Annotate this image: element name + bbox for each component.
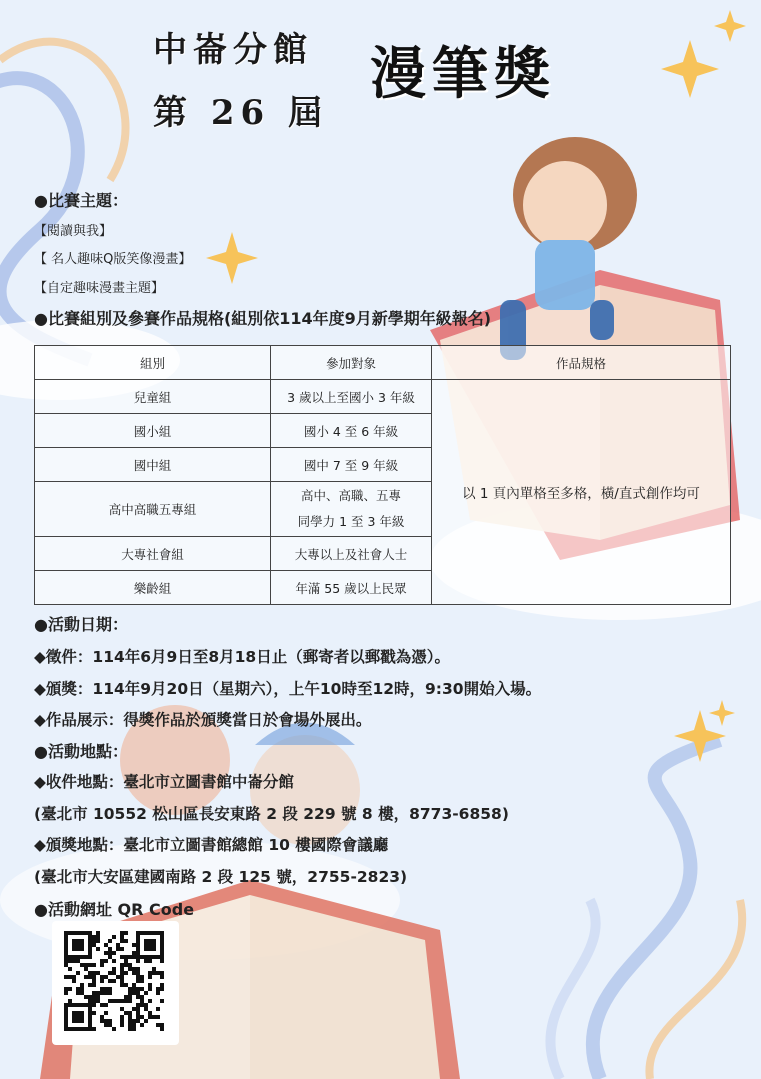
table-header-row	[35, 346, 731, 380]
qr-module	[148, 1011, 152, 1015]
header-target: 參加對象	[271, 346, 432, 380]
qr-module	[128, 1015, 132, 1019]
qr-module	[140, 987, 144, 991]
qr-module	[76, 991, 80, 995]
qr-module	[92, 1027, 96, 1031]
qr-module	[100, 963, 104, 967]
qr-module	[64, 975, 68, 979]
target-line-1: 高中、高職、五專	[300, 488, 401, 503]
venue-collect-address: (臺北市 10552 松山區長安東路 2 段 229 號 8 樓，8773-6858)	[34, 805, 509, 823]
qr-module	[76, 959, 80, 963]
qr-module	[108, 979, 112, 983]
qr-module	[112, 999, 116, 1003]
venue-award-place: ◆頒獎地點：臺北市立圖書館總館 10 樓國際會議廳	[34, 836, 389, 854]
qr-module	[100, 975, 104, 979]
header-group: 組別	[35, 346, 271, 380]
target-cell	[271, 482, 432, 537]
qr-module	[160, 983, 164, 987]
qr-module	[104, 991, 108, 995]
qr-module	[144, 1007, 148, 1011]
qr-module	[108, 1023, 112, 1027]
qr-module	[120, 971, 124, 975]
qr-module	[108, 987, 112, 991]
qr-module	[84, 963, 88, 967]
spec-cell: 以 1 頁內單格至多格，橫/直式創作均可	[432, 380, 731, 605]
qr-module	[80, 991, 84, 995]
qr-module	[120, 979, 124, 983]
qr-module	[104, 1019, 108, 1023]
qr-module	[116, 947, 120, 951]
dates-heading: ●活動日期：	[34, 615, 128, 634]
qr-module	[84, 975, 88, 979]
qr-module	[148, 987, 152, 991]
qr-module	[140, 995, 144, 999]
qr-module	[128, 967, 132, 971]
qr-module	[92, 1011, 96, 1015]
qr-module	[64, 963, 68, 967]
venue-heading: ●活動地點：	[34, 742, 128, 761]
group-cell: 大專社會組	[35, 537, 271, 571]
qr-module	[92, 995, 96, 999]
qr-module	[88, 983, 92, 987]
qr-module	[76, 987, 80, 991]
dates-collect: ◆徵件：114年6月9日至8月18日止（郵寄者以郵戳為憑）。	[34, 648, 450, 666]
qr-module	[136, 959, 140, 963]
qr-module	[120, 939, 124, 943]
qr-module	[112, 971, 116, 975]
target-cell: 3 歲以上至國小 3 年級	[271, 380, 432, 414]
qr-module	[120, 967, 124, 971]
qr-module	[120, 999, 124, 1003]
qr-module	[124, 983, 128, 987]
title-branch: 中崙分館	[153, 30, 313, 70]
qr-module	[156, 991, 160, 995]
qr-module	[112, 967, 116, 971]
qr-module	[112, 979, 116, 983]
qr-module	[104, 951, 108, 955]
qr-module	[104, 943, 108, 947]
qr-module	[92, 975, 96, 979]
qr-module	[104, 959, 108, 963]
qr-module	[92, 979, 96, 983]
table-row	[35, 380, 731, 414]
group-cell: 高中高職五專組	[35, 482, 271, 537]
qr-module	[120, 955, 124, 959]
qr-module	[156, 1015, 160, 1019]
qr-module	[72, 979, 76, 983]
dates-exhibit: ◆作品展示：得獎作品於頒獎當日於會場外展出。	[34, 711, 372, 729]
qr-module	[120, 963, 124, 967]
group-cell: 國中組	[35, 448, 271, 482]
qr-module	[136, 1003, 140, 1007]
qr-module	[128, 999, 132, 1003]
qr-module	[68, 975, 72, 979]
qr-module	[120, 947, 124, 951]
qr-module	[104, 1011, 108, 1015]
qr-module	[128, 955, 132, 959]
qr-module	[96, 931, 100, 935]
qr-module	[132, 951, 136, 955]
qr-module	[100, 1015, 104, 1019]
qr-module	[112, 1027, 116, 1031]
qr-module	[132, 1027, 136, 1031]
qr-module	[112, 951, 116, 955]
qr-module	[68, 967, 72, 971]
qr-module	[64, 987, 68, 991]
qr-module	[80, 983, 84, 987]
qr-module	[128, 987, 132, 991]
qr-module	[80, 963, 84, 967]
qr-finder	[72, 1011, 84, 1023]
qr-module	[76, 971, 80, 975]
qr-module	[104, 975, 108, 979]
qr-module	[136, 987, 140, 991]
qr-module	[88, 995, 92, 999]
qr-module	[108, 1019, 112, 1023]
qr-module	[108, 999, 112, 1003]
qr-module	[124, 995, 128, 999]
venue-award-address: (臺北市大安區建國南路 2 段 125 號，2755-2823)	[34, 868, 408, 886]
qr-module	[92, 963, 96, 967]
qr-module	[136, 995, 140, 999]
qr-module	[124, 955, 128, 959]
target-cell: 國中 7 至 9 年級	[271, 448, 432, 482]
qr-module	[140, 1015, 144, 1019]
qr-module	[120, 1023, 124, 1027]
qr-module	[128, 1023, 132, 1027]
qr-module	[68, 999, 72, 1003]
qr-module	[84, 967, 88, 971]
qr-module	[136, 975, 140, 979]
group-cell: 樂齡組	[35, 571, 271, 605]
qr-module	[108, 971, 112, 975]
qr-module	[156, 987, 160, 991]
header-spec: 作品規格	[432, 346, 731, 380]
qr-finder	[144, 939, 156, 951]
qr-module	[136, 971, 140, 975]
qr-module	[96, 999, 100, 1003]
qr-module	[96, 991, 100, 995]
qr-module	[72, 959, 76, 963]
venue-collect-place: ◆收件地點：臺北市立圖書館中崙分館	[34, 773, 294, 791]
qr-module	[120, 931, 124, 935]
qr-module	[108, 951, 112, 955]
qr-module	[132, 967, 136, 971]
qr-module	[136, 1019, 140, 1023]
qr-module	[92, 943, 96, 947]
qr-module	[140, 1023, 144, 1027]
qr-module	[108, 939, 112, 943]
qr-module	[80, 987, 84, 991]
qr-module	[92, 983, 96, 987]
title-edition: 第 26 屆	[153, 93, 328, 133]
qr-module	[120, 975, 124, 979]
qr-module	[152, 971, 156, 975]
qr-module	[72, 975, 76, 979]
qr-module	[92, 939, 96, 943]
qr-module	[124, 1011, 128, 1015]
qr-code[interactable]	[52, 921, 179, 1045]
qr-module	[112, 959, 116, 963]
qr-module	[132, 987, 136, 991]
qr-module	[156, 1023, 160, 1027]
qr-module	[92, 991, 96, 995]
qr-module	[100, 987, 104, 991]
qr-module	[144, 1019, 148, 1023]
qr-module	[96, 939, 100, 943]
qr-module	[120, 1015, 124, 1019]
qr-module	[108, 955, 112, 959]
qr-module	[96, 995, 100, 999]
group-cell: 兒童組	[35, 380, 271, 414]
qr-module	[136, 967, 140, 971]
qr-module	[140, 1003, 144, 1007]
qr-module	[120, 1019, 124, 1023]
qr-module	[144, 991, 148, 995]
qr-module	[100, 979, 104, 983]
qr-module	[160, 1023, 164, 1027]
qr-module	[104, 1003, 108, 1007]
qr-module	[100, 959, 104, 963]
theme-item: 【自定趣味漫畫主題】	[34, 281, 165, 296]
qr-module	[160, 1027, 164, 1031]
qr-module	[132, 1023, 136, 1027]
qr-heading: ●活動網址 QR Code	[34, 900, 195, 919]
qr-module	[100, 1003, 104, 1007]
qr-module	[128, 991, 132, 995]
qr-module	[148, 1015, 152, 1019]
qr-module	[124, 999, 128, 1003]
qr-module	[124, 971, 128, 975]
qr-module	[132, 983, 136, 987]
qr-module	[148, 975, 152, 979]
qr-module	[160, 975, 164, 979]
qr-module	[88, 999, 92, 1003]
qr-module	[160, 971, 164, 975]
qr-module	[148, 999, 152, 1003]
qr-module	[132, 1007, 136, 1011]
qr-module	[152, 1015, 156, 1019]
theme-item: 【閱讀與我】	[34, 224, 113, 239]
qr-module	[96, 947, 100, 951]
qr-module	[124, 939, 128, 943]
qr-module	[64, 959, 68, 963]
qr-module	[128, 1019, 132, 1023]
qr-module	[132, 955, 136, 959]
qr-module	[88, 963, 92, 967]
qr-module	[160, 987, 164, 991]
qr-module	[92, 935, 96, 939]
qr-module	[128, 1011, 132, 1015]
qr-module	[140, 979, 144, 983]
qr-module	[84, 995, 88, 999]
qr-module	[132, 991, 136, 995]
groups-heading: ●比賽組別及參賽作品規格(組別依114年度9月新學期年級報名)	[34, 309, 492, 328]
target-line-2: 同學力 1 至 3 年級	[297, 514, 405, 529]
target-cell: 年滿 55 歲以上民眾	[271, 571, 432, 605]
qr-module	[160, 999, 164, 1003]
groups-table	[34, 345, 731, 605]
qr-module	[136, 1011, 140, 1015]
qr-module	[104, 1023, 108, 1027]
qr-module	[132, 943, 136, 947]
qr-module	[124, 931, 128, 935]
qr-module	[120, 983, 124, 987]
qr-module	[156, 971, 160, 975]
qr-module	[128, 963, 132, 967]
qr-module	[68, 987, 72, 991]
target-cell: 大專以上及社會人士	[271, 537, 432, 571]
qr-module	[96, 935, 100, 939]
qr-finder	[72, 939, 84, 951]
qr-module	[140, 999, 144, 1003]
qr-module	[100, 1019, 104, 1023]
qr-module	[132, 971, 136, 975]
qr-module	[148, 959, 152, 963]
qr-module	[112, 935, 116, 939]
qr-module	[144, 1003, 148, 1007]
qr-module	[128, 995, 132, 999]
title-award: 漫筆獎	[370, 41, 556, 107]
qr-module	[92, 999, 96, 1003]
qr-module	[120, 935, 124, 939]
qr-module	[92, 1003, 96, 1007]
qr-module	[100, 991, 104, 995]
dates-award: ◆頒獎：114年9月20日（星期六），上午10時至12時，9:30開始入場。	[34, 680, 542, 698]
qr-module	[148, 971, 152, 975]
qr-module	[108, 947, 112, 951]
qr-module	[140, 975, 144, 979]
qr-module	[124, 959, 128, 963]
qr-module	[132, 1019, 136, 1023]
qr-module	[88, 975, 92, 979]
qr-module	[136, 979, 140, 983]
qr-module	[124, 963, 128, 967]
qr-module	[156, 1007, 160, 1011]
qr-module	[136, 991, 140, 995]
qr-module	[92, 971, 96, 975]
group-cell: 國小組	[35, 414, 271, 448]
qr-module	[148, 983, 152, 987]
theme-heading: ●比賽主題：	[34, 191, 128, 210]
qr-module	[120, 1007, 124, 1011]
target-cell: 國小 4 至 6 年級	[271, 414, 432, 448]
qr-module	[88, 971, 92, 975]
qr-module	[152, 967, 156, 971]
qr-module	[136, 1007, 140, 1011]
qr-module	[144, 959, 148, 963]
qr-code-image	[52, 921, 179, 1045]
qr-module	[160, 959, 164, 963]
qr-module	[116, 943, 120, 947]
qr-module	[136, 1015, 140, 1019]
qr-module	[116, 975, 120, 979]
qr-module	[96, 971, 100, 975]
qr-module	[108, 991, 112, 995]
theme-item: 【 名人趣味Q版笑像漫畫】	[34, 252, 192, 267]
qr-module	[104, 987, 108, 991]
qr-module	[68, 959, 72, 963]
qr-module	[116, 999, 120, 1003]
qr-module	[64, 991, 68, 995]
qr-module	[128, 1027, 132, 1031]
